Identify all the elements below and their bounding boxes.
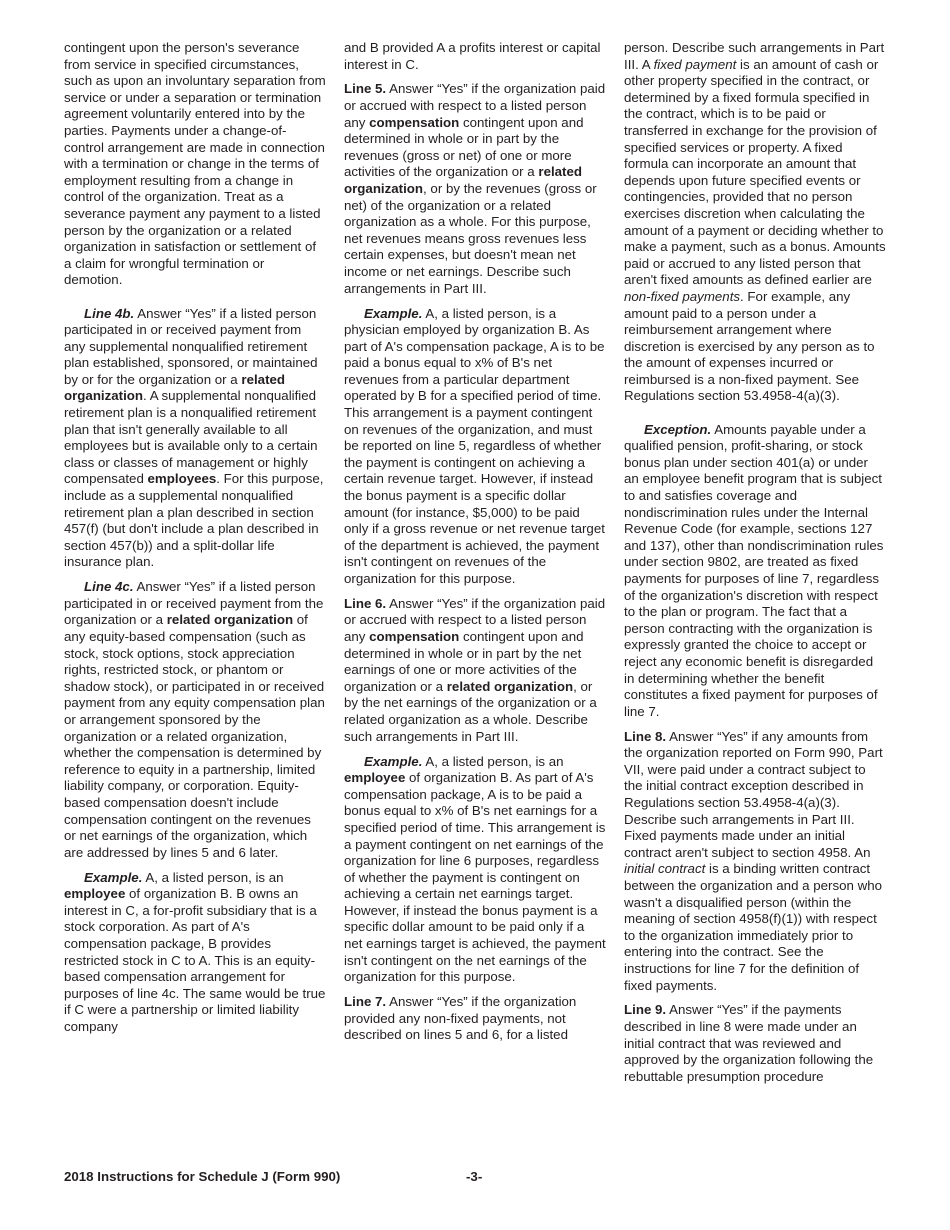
exception-paragraph: [624, 422, 886, 721]
text: Answer “Yes” if the organization paid or accrued with respect to a listed person any: [344, 81, 606, 130]
page-number: -3-: [466, 1169, 483, 1184]
example-paragraph: [344, 306, 606, 588]
text: Answer “Yes” if a listed person participated in or received payment from any supplemental nonqualified retirement plan established, sponsored, or maintained by or for the organization or a: [64, 305, 318, 387]
bold-term: related organization: [446, 678, 574, 694]
italic-term: non-fixed payments: [624, 288, 741, 304]
line-8-paragraph: [624, 729, 886, 995]
line-5-paragraph: [344, 81, 606, 297]
bold-term: related organization: [64, 371, 286, 404]
text: Answer “Yes” if a listed person participated in or received payment from the organization or a: [64, 579, 324, 628]
line-5-heading: Line 5.: [344, 81, 387, 97]
bold-term: employees: [147, 471, 217, 487]
text: is an amount of cash or other property specified in the contract, or determined by a fixed formula specified in the contract, which is to be paid or transferred in exchange for the provision of specified services or property. A fixed formula can incorporate an amount that depends upon future specified events or contingencies, provided that no person exercises discretion when calculating the amount of a payment or deciding whether to make a payment, such as a bonus. Amounts paid or accrued to any listed person that aren't fixed amounts as defined earlier are: [624, 56, 886, 288]
line-4c-paragraph: [64, 579, 326, 861]
column-2: [344, 40, 606, 1052]
text: of any equity-based compensation (such as stock, stock options, stock appreciation rights, restricted stock, or phantom or shadow stock), or participated in or received payment from any equity compensation plan or arrangement sponsored by the organization or a related organization, whether the compensation is determined by reference to equity in a partnership, limited liability company, or corporation. Equity-based compensation doesn't include compensation contingent on the revenues or net earnings of the organization, which are addressed by lines 5 and 6 later.: [64, 612, 325, 860]
line-9-paragraph: [624, 1002, 886, 1085]
bold-term: compensation: [369, 629, 460, 645]
example-heading: Example.: [84, 869, 143, 885]
line-6-heading: Line 6.: [344, 595, 387, 611]
continued-paragraph: [624, 40, 886, 405]
line-7-heading: Line 7.: [344, 994, 387, 1010]
text: . A supplemental nonqualified retirement plan is a nonqualified retirement plan that isn't generally available to all employees but is available only to a certain class or classes of management or highly compensated: [64, 388, 318, 487]
example-paragraph: [344, 754, 606, 986]
text: is a binding written contract between the organization and a person who wasn't a disqualified person (within the meaning of section 4958(f)(1)) with respect to the organization immediately prior to entering into the contract. See the instructions for line 7 for the definition of fixed payments.: [624, 861, 882, 993]
example-heading: Example.: [364, 753, 423, 769]
text: Answer “Yes” if the payments described in line 8 were made under an initial contract that was reviewed and approved by the organization following the rebuttable presumption procedure: [624, 1002, 874, 1084]
continued-paragraph: and B provided A a profits interest or capital interest in C.: [344, 40, 601, 72]
text: . For example, any amount paid to a person under a reimbursement arrangement where discretion is exercised by any person as to the amount of expenses incurred or reimbursed is a non-fixed payment. See Regulations section 53.4958-4(a)(3).: [624, 288, 875, 404]
line-8-heading: Line 8.: [624, 728, 667, 744]
exception-heading: Exception.: [644, 421, 712, 437]
italic-term: initial contract: [624, 861, 706, 877]
line-9-heading: Line 9.: [624, 1002, 667, 1018]
line-4b-heading: Line 4b.: [84, 305, 135, 321]
column-1: [64, 40, 326, 1044]
bold-term: employee: [344, 770, 406, 786]
italic-term: fixed payment: [653, 56, 737, 72]
text: Answer “Yes” if the organization provided any non-fixed payments, not described on lines 5 and 6, for a listed: [344, 994, 577, 1043]
line-6-paragraph: [344, 596, 606, 745]
column-3: [624, 40, 886, 1094]
text: Amounts payable under a qualified pension, profit-sharing, or stock bonus plan under section 401(a) or under an employee benefit program that is subject to and satisfies coverage and nondiscrimination rules under the Internal Revenue Code (for example, sections 127 and 137), other than nondiscrimination rules under section 9802, are treated as fixed payments for purposes of line 7, regardless of the organization's discretion with respect to the plan or program. The fact that a person contracting with the organization is expressly granted the choice to accept or reject any economic benefit is disregarded in determining whether the benefit constitutes a fixed payment for purposes of line 7.: [624, 421, 884, 719]
text: of organization B. B owns an interest in C, a for-profit subsidiary that is a stock corporation. As part of A's compensation package, B provides restricted stock in C to A. This is an equity-based compensation arrangement for purposes of line 4c. The same would be true if C were a partnership or limited liability company: [64, 886, 326, 1035]
text: contingent upon and determined in whole or in part by the net earnings of one or more activities of the organization or a: [344, 629, 584, 694]
text: A, a listed person, is a physician employed by organization B. As part of A's compensation package, A is to be paid a bonus equal to x% of B's net revenues from a particular department operated by B for a specified period of time. This arrangement is a payment contingent on revenues of the organization, and must be reported on line 5, regardless of whether the payment is contingent on achieving a certain revenue target. However, if instead the bonus payment is a specific dollar amount (for instance, $5,000) to be paid only if a gross revenue or net revenue target of the department is achieved, the payment isn't contingent on revenues of the organization for this purpose.: [344, 305, 605, 586]
continued-paragraph: contingent upon the person's severance from service in specified circumstances, such as upon an involuntary separation from service or under a separation or termination agreement voluntarily entered into by the parties. Payments under a change-of-control arrangement are made in connection with a termination or change in the terms of employment resulting from a change in control of the organization. Treat as a severance payment any payment to a listed person by the organization or a related organization in satisfaction or settlement of a claim for wrongful termination or demotion.: [64, 40, 326, 288]
bold-term: related organization: [344, 164, 582, 197]
bold-term: compensation: [369, 114, 460, 130]
text: Answer “Yes” if the organization paid or accrued with respect to a listed person any: [344, 595, 606, 645]
text: contingent upon and determined in whole or in part by the revenues (gross or net) of one or more activities of the organization or a: [344, 114, 584, 180]
text: A, a listed person, is an: [422, 753, 564, 769]
bold-term: related organization: [166, 612, 294, 628]
text: Answer “Yes” if any amounts from the organization reported on Form 990, Part VII, were paid under a contract subject to the initial contract exception described in Regulations section 53.4958-4(a)(3). Describe such arrangements in Part III. Fixed payments made under an initial contract aren't subject to section 4958. An: [624, 728, 883, 860]
text: , or by the revenues (gross or net) of the organization or a related organization as a whole. For this purpose, net revenues means gross revenues less certain expenses, but doesn't mean net income or net earnings. Describe such arrangements in Part III.: [344, 181, 597, 296]
text: . For this purpose, include as a supplemental nonqualified retirement plan a plan described in section 457(f) (but don't include a plan described in section 457(b)) and a split-dollar life insurance plan.: [64, 471, 324, 570]
example-paragraph: [64, 870, 326, 1036]
line-7-paragraph: [344, 994, 606, 1044]
bold-term: employee: [64, 886, 126, 902]
text: of organization B. As part of A's compensation package, A is to be paid a bonus equal to x% of B's net earnings for a specified period of time. This arrangement is a payment contingent on net earnings of the organization for line 6 purposes, regardless of whether the payment is contingent on achieving a certain net earnings target. However, if instead the bonus payment is a specific dollar amount to be paid only if a net earnings target is achieved, the payment isn't contingent on the net earnings of the organization for this purpose.: [344, 770, 606, 985]
footer-title: 2018 Instructions for Schedule J (Form 990): [64, 1169, 341, 1184]
line-4b-paragraph: [64, 306, 326, 572]
text: person. Describe such arrangements in Part III. A: [624, 40, 885, 72]
text: A, a listed person, is an: [142, 869, 284, 885]
example-heading: Example.: [364, 305, 423, 321]
text: , or by the net earnings of the organization or a related organization as a whole. Describe such arrangements in Part III.: [344, 678, 597, 744]
line-4c-heading: Line 4c.: [84, 579, 134, 595]
